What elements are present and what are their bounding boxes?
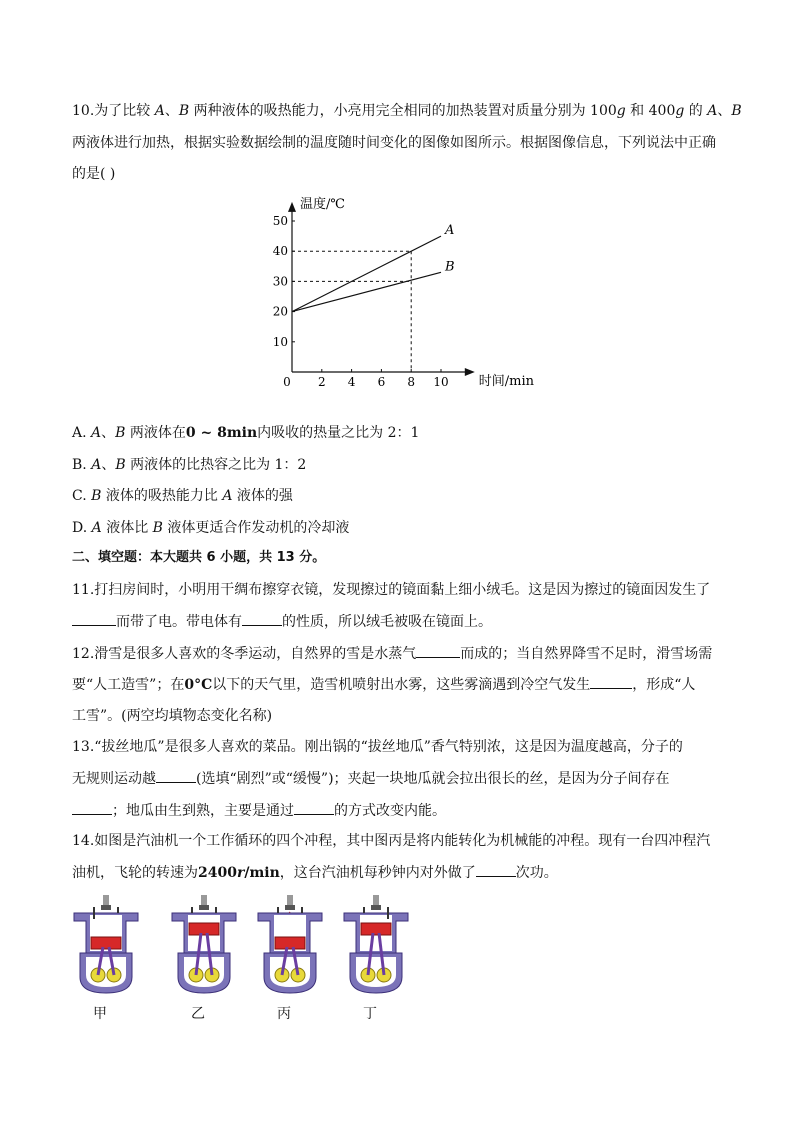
q11-blank-1[interactable] xyxy=(72,611,116,626)
q10-line2: 两液体进行加热，根据实验数据绘制的温度随时间变化的图像如图所示。根据图像信息，下列说法中正确 xyxy=(72,135,716,151)
y-tick-label: 30 xyxy=(272,274,288,289)
engine-diagram-intake xyxy=(70,895,142,995)
y-axis-label: 温度/℃ xyxy=(300,196,345,212)
section-heading: 二、填空题：本大题共 6 小题，共 13 分。 xyxy=(72,550,326,565)
q14-blank-1[interactable] xyxy=(476,862,516,877)
y-axis-arrow xyxy=(288,202,296,212)
engine-label: 丁 xyxy=(363,1006,377,1022)
engine-label: 乙 xyxy=(191,1006,205,1022)
piston xyxy=(189,923,219,935)
engine-label: 甲 xyxy=(93,1006,107,1022)
q10-option-a[interactable]: A. A、B 两液体在0 ~ 8min内吸收的热量之比为 2：1 xyxy=(72,425,420,441)
engine-strokes-figure xyxy=(70,895,410,1025)
x-tick-label: 10 xyxy=(433,375,449,389)
q10-option-d[interactable]: D. A 液体比 B 液体更适合作发动机的冷却液 xyxy=(72,520,350,536)
spark-plug-icon xyxy=(199,895,209,910)
x-axis-label: 时间/min xyxy=(478,374,535,389)
q12-blank-2[interactable] xyxy=(590,674,632,689)
spark-plug-icon xyxy=(285,895,295,910)
q14-line1: 14.如图是汽油机一个工作循环的四个冲程，其中图丙是将内能转化为机械能的冲程。现有一台四冲程汽 xyxy=(72,833,711,849)
engine-stroke-compression xyxy=(168,895,240,1022)
y-tick-label: 40 xyxy=(272,244,288,259)
q10-line3: 的是( ) xyxy=(72,166,116,182)
q11-line1: 11.打扫房间时，小明用干绸布擦穿衣镜，发现擦过的镜面黏上细小绒毛。这是因为擦过的镜面因发生了 xyxy=(72,582,711,598)
engine-label: 丙 xyxy=(277,1006,291,1022)
x-tick-label: 8 xyxy=(407,375,416,389)
y-tick-label: 50 xyxy=(272,214,288,228)
engine-stroke-exhaust xyxy=(340,895,412,1022)
y-tick-label: 10 xyxy=(272,334,288,349)
series-label-B: B xyxy=(445,259,455,275)
q11-blank-2[interactable] xyxy=(242,611,282,626)
engine-diagram-compression xyxy=(168,895,240,995)
temperature-time-chart xyxy=(260,188,560,398)
piston xyxy=(361,923,391,935)
engine-diagram-power xyxy=(254,895,326,995)
series-line-A xyxy=(292,236,441,312)
spark-plug-icon xyxy=(101,895,111,910)
q13-blank-1[interactable] xyxy=(156,768,196,783)
q13-line1: 13.“拔丝地瓜”是很多人喜欢的菜品。刚出锅的“拔丝地瓜”香气特别浓，这是因为温度越高，分子的 xyxy=(72,739,683,755)
x-tick-label: 2 xyxy=(317,375,326,389)
q10-option-c[interactable]: C. B 液体的吸热能力比 A 液体的强 xyxy=(72,488,293,504)
piston xyxy=(91,937,121,949)
x-tick-label: 4 xyxy=(347,375,356,389)
series-line-B xyxy=(292,272,441,311)
q11-line2: 而带了电。带电体有 的性质，所以绒毛被吸在镜面上。 xyxy=(72,611,492,632)
series-label-A: A xyxy=(445,223,455,239)
q12-line1: 12.滑雪是很多人喜欢的冬季运动，自然界的雪是水蒸气 而成的；当自然界降雪不足时，滑雪场需 xyxy=(72,643,712,664)
x-tick-label: 6 xyxy=(377,375,386,389)
q12-blank-1[interactable] xyxy=(416,643,460,658)
q13-blank-2[interactable] xyxy=(72,800,112,815)
q13-blank-3[interactable] xyxy=(294,800,334,815)
q12-line2: 要“人工造雪”；在0°C以下的天气里，造雪机喷射出水雾，这些雾滴遇到冷空气发生 ，形成“人 xyxy=(72,674,695,695)
q10-option-b[interactable]: B. A、B 两液体的比热容之比为 1：2 xyxy=(72,457,307,473)
q10-line1: 10.为了比较 A、B 两种液体的吸热能力，小亮用完全相同的加热装置对质量分别为 100g 和 400g 的 A、B xyxy=(72,103,742,119)
y-tick-label: 20 xyxy=(272,304,288,319)
q13-line2: 无规则运动越 (选填“剧烈”或“缓慢”)；夹起一块地瓜就会拉出很长的丝，是因为分子间存在 xyxy=(72,768,670,789)
engine-diagram-exhaust xyxy=(340,895,412,995)
engine-stroke-power xyxy=(254,895,326,1022)
q12-line3: 工雪”。(两空均填物态变化名称) xyxy=(72,708,273,724)
origin-label: 0 xyxy=(283,375,291,389)
q14-line2: 油机，飞轮的转速为2400r/min，这台汽油机每秒钟内对外做了 次功。 xyxy=(72,862,558,883)
x-axis-arrow xyxy=(465,368,475,376)
engine-stroke-intake xyxy=(70,895,142,1022)
spark-plug-icon xyxy=(371,895,381,910)
q13-line3: ；地瓜由生到熟，主要是通过 的方式改变内能。 xyxy=(72,800,446,821)
piston xyxy=(275,937,305,949)
